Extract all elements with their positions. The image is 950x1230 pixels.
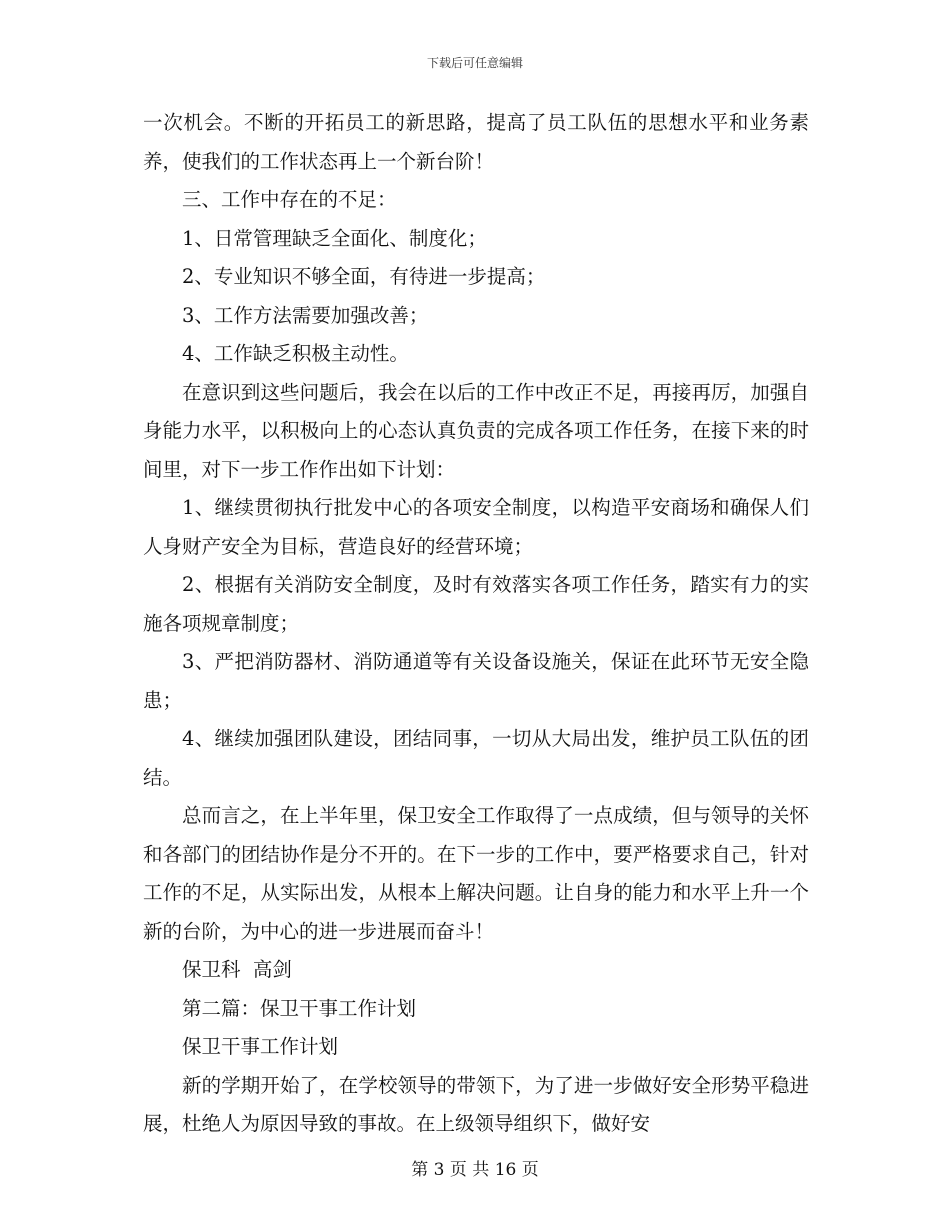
list-item: 4、继续加强团队建设，团结同事，一切从大局出发，维护员工队伍的团结。 xyxy=(143,727,809,789)
list-item: 3、工作方法需要加强改善； xyxy=(182,303,429,327)
paragraph: 一次机会。不断的开拓员工的新思路，提高了员工队伍的思想水平和业务素养，使我们的工作状态再上一个新台阶！ xyxy=(143,111,809,173)
paragraph: 新的学期开始了，在学校领导的带领下，为了进一步做好安全形势平稳进展，杜绝人为原因导致的事故。在上级领导组织下，做好安 xyxy=(143,1073,809,1135)
list-item: 2、专业知识不够全面，有待进一步提高； xyxy=(182,265,546,288)
paragraph: 在意识到这些问题后，我会在以后的工作中改正不足，再接再厉，加强自身能力水平，以积极向上的心态认真负责的完成各项工作任务，在接下来的时间里，对下一步工作作出如下计划： xyxy=(143,380,809,481)
list-item: 3、严把消防器材、消防通道等有关设备设施关，保证在此环节无安全隐患； xyxy=(143,650,809,712)
page-header-note: 下载后可任意编辑 xyxy=(426,56,523,70)
page-number: 第 3 页 共 16 页 xyxy=(411,1160,539,1180)
section-title: 第二篇：保卫干事工作计划 xyxy=(182,996,417,1020)
document-title: 保卫干事工作计划 xyxy=(182,1035,339,1058)
list-item: 1、日常管理缺乏全面化、制度化； xyxy=(182,226,487,250)
list-item: 1、继续贯彻执行批发中心的各项安全制度，以构造平安商场和确保人们人身财产安全为目标，营造良好的经营环境； xyxy=(143,496,809,558)
paragraph: 总而言之，在上半年里，保卫安全工作取得了一点成绩，但与领导的关怀和各部门的团结协作是分不开的。在下一步的工作中，要严格要求自己，针对工作的不足，从实际出发，从根本上解决问题。让自身的能力和水平上升一个新的台阶，为中心的进一步进展而奋斗！ xyxy=(143,804,809,943)
document-body xyxy=(143,104,809,1144)
signature-line: 保卫科 高剑 xyxy=(182,958,292,981)
list-item: 2、根据有关消防安全制度，及时有效落实各项工作任务，踏实有力的实施各项规章制度； xyxy=(143,573,809,635)
section-heading: 三、工作中存在的不足： xyxy=(182,188,397,211)
list-item: 4、工作缺乏积极主动性。 xyxy=(182,342,409,365)
